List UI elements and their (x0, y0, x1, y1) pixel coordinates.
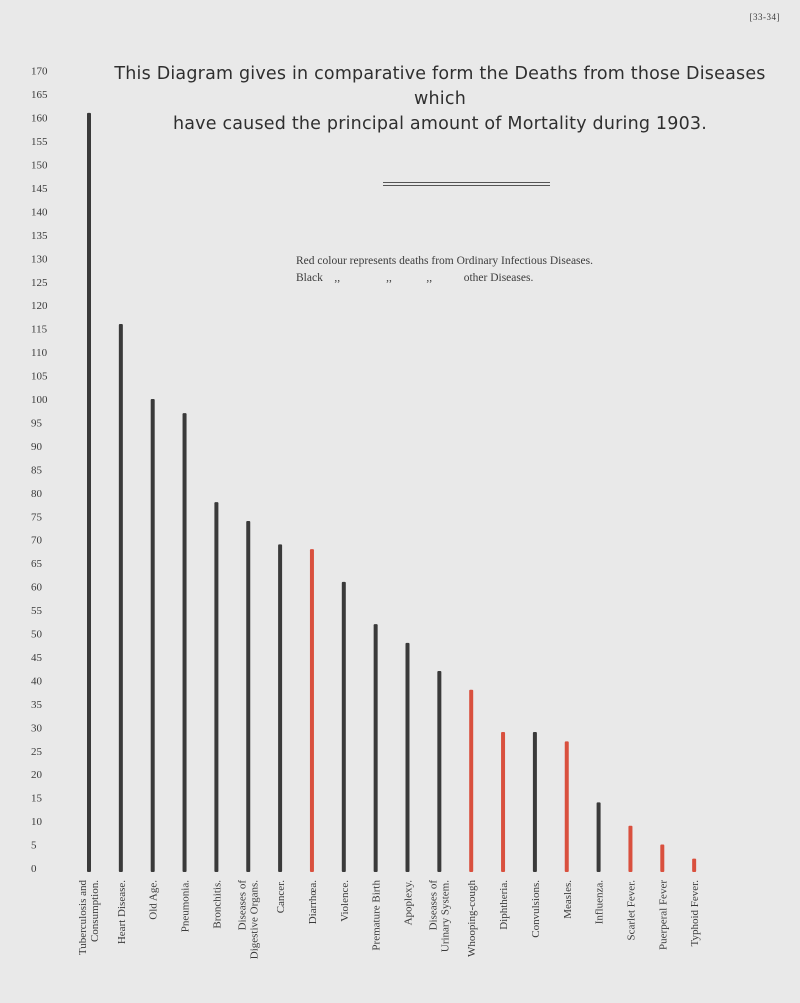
y-tick-label: 40 (31, 675, 42, 688)
y-tick-label: 105 (31, 370, 48, 383)
bar (87, 113, 91, 872)
y-tick-label: 95 (31, 417, 42, 430)
y-tick-label: 30 (31, 722, 42, 735)
y-tick-label: 130 (31, 253, 48, 266)
y-tick-label: 110 (31, 347, 48, 360)
y-tick-label: 10 (31, 816, 42, 829)
y-tick-label: 45 (31, 651, 42, 664)
bar (278, 544, 282, 872)
y-tick-label: 145 (31, 182, 48, 195)
category-label: Bronchitis. (211, 880, 224, 929)
bar (437, 671, 441, 872)
y-tick-label: 155 (31, 136, 48, 149)
y-tick-label: 50 (31, 628, 42, 641)
bar (246, 521, 250, 872)
category-label: Urinary System. (439, 880, 452, 953)
category-label: Tuberculosis and (77, 880, 89, 956)
y-tick-label: 100 (31, 394, 48, 406)
y-tick-label: 25 (31, 745, 42, 758)
y-tick-label: 140 (31, 206, 48, 219)
category-label: Whooping-cough (466, 880, 479, 957)
category-label: Old Age. (147, 880, 160, 920)
bar (342, 582, 346, 872)
category-label: Consumption. (89, 880, 101, 943)
legend-black-line: Black ,, ,, ,, other Diseases. (296, 272, 534, 284)
bars (87, 113, 696, 872)
y-tick-label: 80 (31, 487, 42, 500)
bar (501, 732, 505, 872)
category-label: Diseases of (236, 880, 249, 931)
y-tick-label: 165 (31, 89, 48, 102)
bar (374, 624, 378, 872)
category-label: Heart Disease. (115, 880, 128, 945)
bar (565, 741, 569, 872)
chart-title-line-1: This Diagram gives in comparative form the Deaths from those Diseases which (114, 64, 766, 109)
category-label: Influenza. (593, 880, 606, 925)
legend-red-line: Red colour represents deaths from Ordinary Infectious Diseases. (296, 255, 593, 267)
y-tick-label: 55 (31, 605, 42, 618)
page-reference: [33-34] (749, 12, 780, 22)
y-tick-label: 160 (31, 112, 48, 125)
category-label: Violence. (338, 880, 351, 922)
y-tick-label: 35 (31, 698, 42, 711)
y-tick-label: 135 (31, 229, 48, 242)
y-tick-label: 60 (31, 581, 42, 594)
bar (406, 643, 410, 872)
bar (119, 324, 123, 872)
bar (533, 732, 537, 872)
category-label: Diarrhœa. (306, 880, 319, 925)
category-label: Typhoid Fever. (689, 880, 702, 947)
category-label: Diseases of (427, 880, 440, 931)
bar (183, 413, 187, 872)
bar (660, 845, 664, 872)
bar (692, 859, 696, 872)
y-tick-label: 120 (31, 300, 48, 313)
bar (310, 549, 314, 872)
y-axis-ticks (31, 66, 48, 875)
bar (214, 502, 218, 872)
y-tick-label: 125 (31, 276, 48, 289)
category-labels (77, 880, 701, 960)
bar (469, 690, 473, 872)
y-tick-label: 85 (31, 464, 42, 477)
category-label: Measles. (561, 880, 574, 919)
bar (597, 802, 601, 872)
category-label: Premature Birth (370, 880, 383, 951)
y-tick-label: 150 (31, 159, 48, 172)
y-tick-label: 115 (31, 323, 48, 336)
category-label: Pneumonia. (179, 880, 192, 933)
category-label: Scarlet Fever. (625, 880, 638, 941)
y-tick-label: 65 (31, 558, 42, 571)
y-tick-label: 15 (31, 792, 42, 805)
chart-title-line-2: have caused the principal amount of Mortality during 1903. (172, 114, 708, 134)
y-tick-label: 170 (31, 65, 48, 78)
bar (151, 399, 155, 872)
category-label: Diphtheria. (498, 880, 511, 930)
category-label: Puerperal Fever (657, 880, 670, 950)
category-label: Digestive Organs. (248, 880, 261, 960)
y-tick-label: 20 (31, 769, 42, 782)
category-label: Cancer. (275, 880, 288, 914)
y-tick-label: 70 (31, 534, 42, 547)
y-tick-label: 75 (31, 511, 42, 524)
y-tick-label: 0 (31, 863, 37, 875)
y-tick-label: 5 (31, 839, 37, 852)
y-tick-label: 90 (31, 440, 42, 453)
category-label: Apoplexy. (402, 880, 415, 926)
bar (628, 826, 632, 872)
category-label: Convulsions. (529, 880, 542, 938)
